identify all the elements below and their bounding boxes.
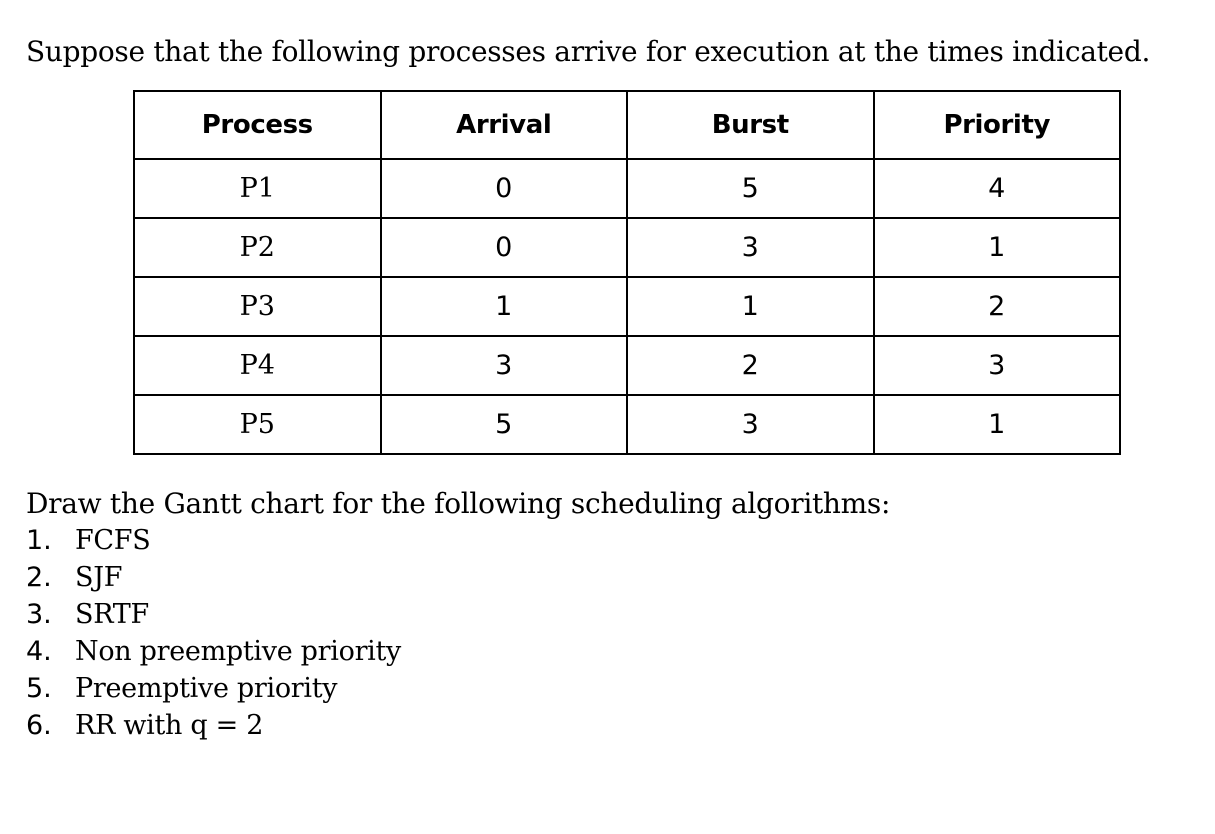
cell-process: P1 <box>134 159 381 218</box>
list-item-number: 4. <box>26 636 52 667</box>
list-item-number: 5. <box>26 673 52 704</box>
list-item-label: RR with q = 2 <box>75 710 264 741</box>
table-row <box>134 218 1120 277</box>
cell-arrival: 0 <box>381 218 628 277</box>
header-process: Process <box>134 91 381 159</box>
list-item <box>26 670 401 707</box>
cell-arrival: 0 <box>381 159 628 218</box>
cell-burst: 2 <box>627 336 874 395</box>
list-item-number: 1. <box>26 525 52 556</box>
list-item-label: SRTF <box>75 599 149 630</box>
cell-burst: 5 <box>627 159 874 218</box>
list-item <box>26 596 401 633</box>
header-burst: Burst <box>627 91 874 159</box>
cell-burst: 3 <box>627 218 874 277</box>
list-item <box>26 559 401 596</box>
list-item <box>26 707 401 744</box>
cell-burst: 3 <box>627 395 874 454</box>
header-arrival: Arrival <box>381 91 628 159</box>
list-item-label: SJF <box>75 562 123 593</box>
list-item-number: 2. <box>26 562 52 593</box>
list-item-label: Preemptive priority <box>75 673 338 704</box>
cell-arrival: 5 <box>381 395 628 454</box>
list-item-label: Non preemptive priority <box>75 636 402 667</box>
cell-arrival: 3 <box>381 336 628 395</box>
process-table <box>133 90 1121 455</box>
cell-burst: 1 <box>627 277 874 336</box>
instruction-text: Draw the Gantt chart for the following scheduling algorithms: <box>26 487 891 520</box>
cell-process: P3 <box>134 277 381 336</box>
cell-arrival: 1 <box>381 277 628 336</box>
cell-priority: 2 <box>874 277 1121 336</box>
header-priority: Priority <box>874 91 1121 159</box>
cell-process: P5 <box>134 395 381 454</box>
intro-text: Suppose that the following processes arrive for execution at the times indicated. <box>26 35 1151 68</box>
algorithm-list <box>26 522 401 744</box>
table-row <box>134 277 1120 336</box>
table-header-row <box>134 91 1120 159</box>
list-item <box>26 633 401 670</box>
table-row <box>134 159 1120 218</box>
cell-priority: 1 <box>874 218 1121 277</box>
list-item <box>26 522 401 559</box>
list-item-label: FCFS <box>75 525 151 556</box>
cell-priority: 4 <box>874 159 1121 218</box>
cell-priority: 3 <box>874 336 1121 395</box>
table-row <box>134 395 1120 454</box>
list-item-number: 3. <box>26 599 52 630</box>
cell-process: P2 <box>134 218 381 277</box>
table-row <box>134 336 1120 395</box>
cell-priority: 1 <box>874 395 1121 454</box>
list-item-number: 6. <box>26 710 52 741</box>
cell-process: P4 <box>134 336 381 395</box>
